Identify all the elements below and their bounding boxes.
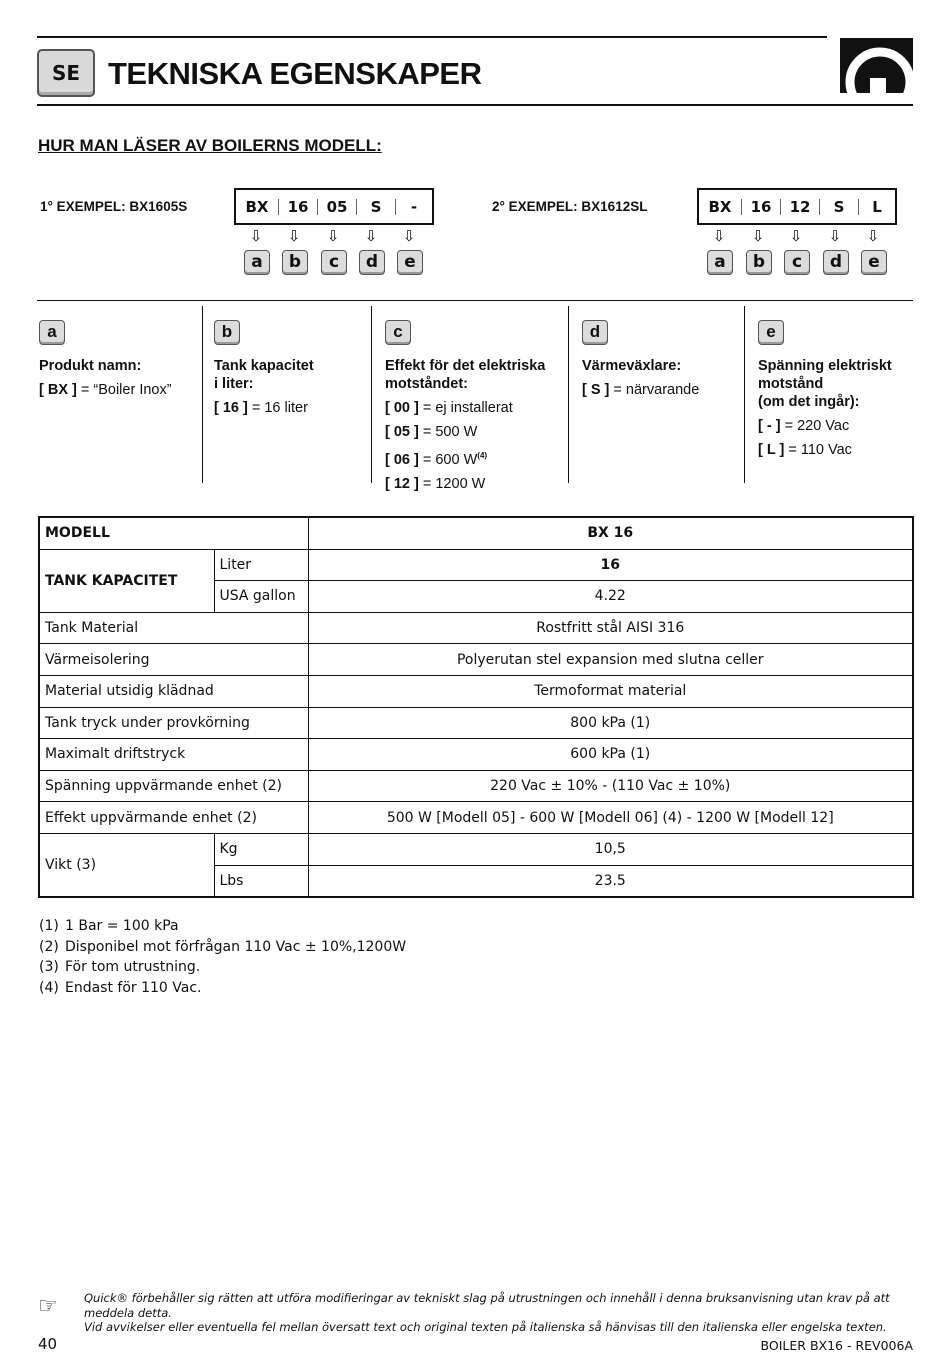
legend-column-e bbox=[758, 320, 913, 459]
key-e: e bbox=[758, 320, 784, 345]
disclaimer-line: Vid avvikelser eller eventuella fel mellan översatt text och original texten på italienska så hänvisas till den italienska eller engelska texten. bbox=[84, 1320, 887, 1334]
footnote bbox=[39, 957, 406, 978]
legend-line bbox=[582, 381, 742, 399]
row-label: Spänning uppvärmande enhet (2) bbox=[39, 770, 308, 802]
disclaimer-line: Quick® förbehåller sig rätten att utföra modifieringar av tekniskt slag på utrustningen och innehåll i denna bruksanvisning utan krav på att meddela detta. bbox=[84, 1291, 890, 1320]
legend-heading: Spänning elektriskt motstånd (om det ingår): bbox=[758, 358, 892, 410]
legend-text: = 220 Vac bbox=[784, 418, 850, 434]
legend-line bbox=[39, 381, 199, 399]
legend-code: [ 16 ] bbox=[214, 400, 248, 416]
example1-code-box bbox=[234, 188, 434, 225]
footnotes bbox=[39, 916, 406, 998]
key-d: d bbox=[359, 250, 385, 275]
legend-line bbox=[385, 475, 565, 493]
table-row bbox=[39, 644, 913, 676]
footnote bbox=[39, 978, 406, 999]
footnote-number: (3) bbox=[39, 959, 59, 975]
arrow-down-icon: ⇩ bbox=[402, 227, 416, 245]
code-segment: 12 bbox=[781, 199, 820, 215]
legend-column-a bbox=[39, 320, 199, 399]
arrow-down-icon: ⇩ bbox=[828, 227, 842, 245]
code-segment: S bbox=[820, 199, 859, 215]
key-a: a bbox=[707, 250, 733, 275]
row-value: Polyerutan stel expansion med slutna celler bbox=[308, 644, 913, 676]
key-b: b bbox=[214, 320, 240, 345]
legend-divider bbox=[744, 306, 745, 483]
table-row bbox=[39, 739, 913, 771]
footnote-number: (2) bbox=[39, 938, 59, 955]
code-segment: BX bbox=[699, 199, 742, 215]
kg-label: Kg bbox=[214, 833, 308, 865]
footnote-text: För tom utrustning. bbox=[65, 959, 201, 975]
code-segment: L bbox=[872, 197, 882, 216]
code-segment: - bbox=[410, 197, 418, 216]
legend-code: [ L ] bbox=[758, 442, 785, 458]
key-c: c bbox=[321, 250, 347, 275]
spec-table bbox=[38, 516, 914, 898]
example2-code-box bbox=[697, 188, 897, 225]
table-row bbox=[39, 517, 913, 549]
table-row bbox=[39, 770, 913, 802]
legend-code: [ 06 ] bbox=[385, 451, 419, 468]
footnote-text: 1 Bar = 100 kPa bbox=[65, 918, 179, 934]
legend-code: [ 12 ] bbox=[385, 475, 419, 492]
model-reading-heading: HUR MAN LÄSER AV BOILERNS MODELL: bbox=[38, 136, 382, 155]
legend-code: [ BX ] bbox=[39, 382, 77, 398]
arrow-down-icon: ⇩ bbox=[866, 227, 880, 245]
legend-column-d bbox=[582, 320, 742, 399]
arrow-down-icon: ⇩ bbox=[287, 227, 301, 245]
legend-text: = 16 liter bbox=[251, 400, 308, 416]
page-number: 40 bbox=[38, 1335, 58, 1353]
header-bottom-rule bbox=[37, 104, 913, 106]
footnote-number: (1) bbox=[39, 918, 59, 934]
row-value: 500 W [Modell 05] - 600 W [Modell 06] (4) - 1200 W [Modell 12] bbox=[308, 802, 913, 834]
language-badge: SE bbox=[37, 49, 95, 97]
table-row bbox=[39, 612, 913, 644]
key-c: c bbox=[385, 320, 411, 345]
legend-text: = 1200 W bbox=[422, 475, 486, 492]
model-value: BX 16 bbox=[308, 517, 913, 549]
legend-code: [ - ] bbox=[758, 418, 781, 434]
quick-logo-icon bbox=[840, 38, 913, 93]
row-label: Maximalt driftstryck bbox=[39, 739, 308, 771]
legend-column-b bbox=[214, 320, 369, 417]
legend-text: = 600 W bbox=[422, 451, 478, 468]
key-d: d bbox=[823, 250, 849, 275]
table-row bbox=[39, 675, 913, 707]
key-e: e bbox=[397, 250, 423, 275]
legend-line bbox=[385, 423, 565, 441]
row-label: Tank Material bbox=[39, 612, 308, 644]
code-segment: 05 bbox=[318, 199, 357, 215]
footnote-text: Disponibel mot förfrågan 110 Vac ± 10%,1200W bbox=[65, 938, 407, 955]
footnote-text: Endast för 110 Vac. bbox=[65, 979, 202, 996]
arrow-down-icon: ⇩ bbox=[789, 227, 803, 245]
pointing-hand-icon: ☞ bbox=[38, 1294, 58, 1319]
example1-label: 1° EXEMPEL: BX1605S bbox=[40, 199, 188, 214]
key-a: a bbox=[244, 250, 270, 275]
weight-label: Vikt (3) bbox=[39, 833, 214, 897]
legend-line bbox=[385, 447, 565, 469]
liter-label: Liter bbox=[214, 549, 308, 581]
footnote-number: (4) bbox=[39, 979, 59, 996]
legend-line bbox=[758, 417, 913, 435]
legend-line bbox=[758, 441, 913, 459]
footnote bbox=[39, 916, 406, 937]
legend-footnote-ref: (4) bbox=[477, 451, 488, 460]
footnote bbox=[39, 937, 406, 958]
legend-divider bbox=[568, 306, 569, 483]
gallon-value: 4.22 bbox=[308, 581, 913, 613]
row-label: Material utsidig klädnad bbox=[39, 675, 308, 707]
row-value: Rostfritt stål AISI 316 bbox=[308, 612, 913, 644]
arrow-down-icon: ⇩ bbox=[249, 227, 263, 245]
document-reference: BOILER BX16 - REV006A bbox=[760, 1338, 913, 1353]
code-segment: BX bbox=[236, 199, 279, 215]
legend-text: = “Boiler Inox” bbox=[80, 382, 172, 398]
legend-top-rule bbox=[37, 300, 913, 301]
example2-label: 2° EXEMPEL: BX1612SL bbox=[492, 199, 648, 214]
row-label: Effekt uppvärmande enhet (2) bbox=[39, 802, 308, 834]
key-b: b bbox=[282, 250, 308, 275]
row-value: 220 Vac ± 10% - (110 Vac ± 10%) bbox=[308, 770, 913, 802]
header-top-rule bbox=[37, 36, 827, 38]
arrow-down-icon: ⇩ bbox=[364, 227, 378, 245]
legend-line bbox=[385, 399, 565, 417]
table-row bbox=[39, 802, 913, 834]
legend-text: = ej installerat bbox=[422, 400, 513, 416]
legend-code: [ S ] bbox=[582, 382, 610, 398]
row-value: 800 kPa (1) bbox=[308, 707, 913, 739]
gallon-label: USA gallon bbox=[214, 581, 308, 613]
row-label: Tank tryck under provkörning bbox=[39, 707, 308, 739]
code-segment: 16 bbox=[279, 199, 318, 215]
key-c: c bbox=[784, 250, 810, 275]
legend-line bbox=[214, 399, 369, 417]
legend-heading: Tank kapacitet i liter: bbox=[214, 358, 314, 392]
lbs-value: 23.5 bbox=[308, 865, 913, 897]
legend-column-c bbox=[385, 320, 565, 493]
capacity-label: TANK KAPACITET bbox=[39, 549, 214, 612]
arrow-down-icon: ⇩ bbox=[712, 227, 726, 245]
legend-code: [ 00 ] bbox=[385, 400, 419, 416]
key-d: d bbox=[582, 320, 608, 345]
kg-value: 10,5 bbox=[308, 833, 913, 865]
legend-text: = närvarande bbox=[613, 382, 700, 398]
lbs-label: Lbs bbox=[214, 865, 308, 897]
code-segment: 16 bbox=[742, 199, 781, 215]
table-row bbox=[39, 833, 913, 865]
table-row bbox=[39, 549, 913, 581]
key-b: b bbox=[746, 250, 772, 275]
model-label: MODELL bbox=[39, 517, 308, 549]
legend-heading: Produkt namn: bbox=[39, 358, 142, 374]
row-value: 600 kPa (1) bbox=[308, 739, 913, 771]
code-segment: S bbox=[357, 199, 396, 215]
legend-divider bbox=[371, 306, 372, 483]
key-e: e bbox=[861, 250, 887, 275]
legend-heading: Värmeväxlare: bbox=[582, 358, 682, 374]
liter-value: 16 bbox=[308, 549, 913, 581]
legend-heading: Effekt för det elektriska motståndet: bbox=[385, 358, 546, 392]
legend-code: [ 05 ] bbox=[385, 424, 419, 440]
arrow-down-icon: ⇩ bbox=[751, 227, 765, 245]
page-title: TEKNISKA EGENSKAPER bbox=[108, 56, 482, 91]
legend-divider bbox=[202, 306, 203, 483]
arrow-down-icon: ⇩ bbox=[326, 227, 340, 245]
key-a: a bbox=[39, 320, 65, 345]
legend-text: = 110 Vac bbox=[788, 442, 852, 458]
row-label: Värmeisolering bbox=[39, 644, 308, 676]
row-value: Termoformat material bbox=[308, 675, 913, 707]
disclaimer bbox=[84, 1291, 919, 1335]
legend-text: = 500 W bbox=[422, 424, 478, 440]
table-row bbox=[39, 707, 913, 739]
